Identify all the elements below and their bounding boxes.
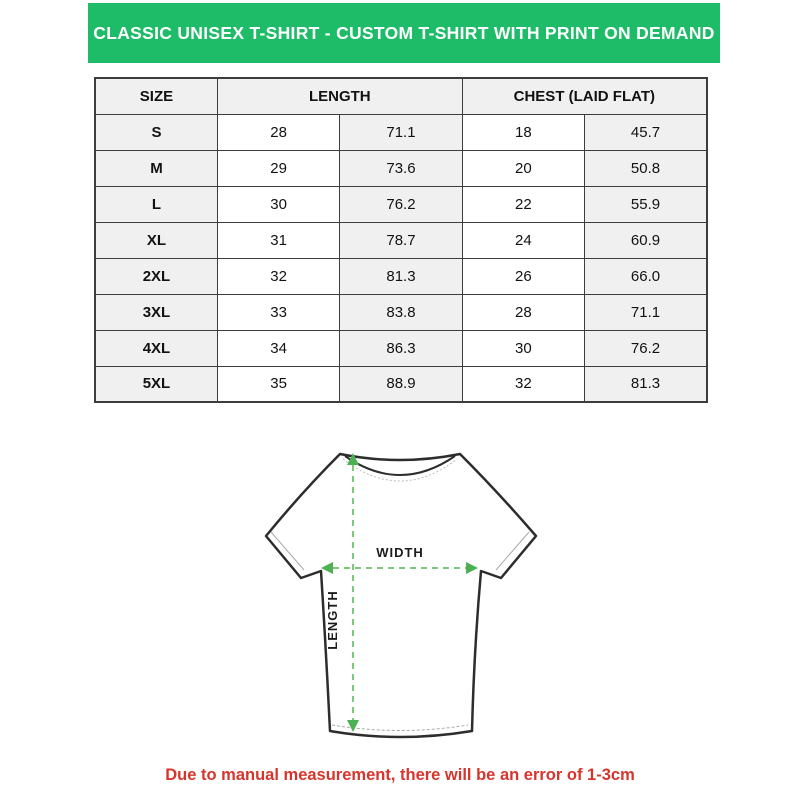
chest-cm-cell: 55.9 bbox=[585, 186, 707, 222]
table-row bbox=[95, 222, 707, 258]
tshirt-illustration bbox=[240, 440, 560, 760]
size-cell: 5XL bbox=[95, 366, 217, 402]
size-table-body bbox=[95, 114, 707, 402]
table-row bbox=[95, 114, 707, 150]
col-header-size: SIZE bbox=[95, 78, 217, 114]
title-banner bbox=[88, 3, 720, 63]
length-cm-cell: 83.8 bbox=[340, 294, 462, 330]
length-cm-cell: 88.9 bbox=[340, 366, 462, 402]
length-inches-cell: 34 bbox=[217, 330, 339, 366]
chest-inches-cell: 24 bbox=[462, 222, 584, 258]
size-table bbox=[94, 77, 708, 403]
chest-inches-cell: 26 bbox=[462, 258, 584, 294]
length-inches-cell: 28 bbox=[217, 114, 339, 150]
length-cm-cell: 78.7 bbox=[340, 222, 462, 258]
table-row bbox=[95, 294, 707, 330]
table-row bbox=[95, 186, 707, 222]
length-cm-cell: 81.3 bbox=[340, 258, 462, 294]
length-inches-cell: 35 bbox=[217, 366, 339, 402]
chest-inches-cell: 22 bbox=[462, 186, 584, 222]
size-cell: M bbox=[95, 150, 217, 186]
size-cell: L bbox=[95, 186, 217, 222]
header-row bbox=[95, 78, 707, 114]
chest-cm-cell: 81.3 bbox=[585, 366, 707, 402]
col-header-chest: CHEST (LAID FLAT) bbox=[462, 78, 707, 114]
size-cell: 2XL bbox=[95, 258, 217, 294]
table-row bbox=[95, 258, 707, 294]
chest-cm-cell: 76.2 bbox=[585, 330, 707, 366]
length-label: LENGTH bbox=[325, 590, 340, 650]
chest-inches-cell: 30 bbox=[462, 330, 584, 366]
length-cm-cell: 76.2 bbox=[340, 186, 462, 222]
length-cm-cell: 71.1 bbox=[340, 114, 462, 150]
chest-inches-cell: 20 bbox=[462, 150, 584, 186]
chest-cm-cell: 45.7 bbox=[585, 114, 707, 150]
chest-inches-cell: 32 bbox=[462, 366, 584, 402]
width-label: WIDTH bbox=[376, 545, 424, 560]
size-cell: S bbox=[95, 114, 217, 150]
chest-cm-cell: 66.0 bbox=[585, 258, 707, 294]
table-row bbox=[95, 150, 707, 186]
col-header-length: LENGTH bbox=[217, 78, 462, 114]
size-table-header bbox=[95, 78, 707, 114]
length-inches-cell: 31 bbox=[217, 222, 339, 258]
length-inches-cell: 33 bbox=[217, 294, 339, 330]
size-cell: 4XL bbox=[95, 330, 217, 366]
chest-cm-cell: 60.9 bbox=[585, 222, 707, 258]
tshirt-outline bbox=[266, 454, 536, 737]
size-cell: 3XL bbox=[95, 294, 217, 330]
table-row bbox=[95, 330, 707, 366]
tshirt-measurement-diagram bbox=[240, 440, 560, 760]
banner-title: CLASSIC UNISEX T-SHIRT - CUSTOM T-SHIRT WITH PRINT ON DEMAND bbox=[93, 22, 715, 43]
chest-cm-cell: 71.1 bbox=[585, 294, 707, 330]
length-cm-cell: 86.3 bbox=[340, 330, 462, 366]
measurement-disclaimer: Due to manual measurement, there will be an error of 1-3cm bbox=[165, 766, 635, 784]
length-inches-cell: 32 bbox=[217, 258, 339, 294]
table-row bbox=[95, 366, 707, 402]
length-cm-cell: 73.6 bbox=[340, 150, 462, 186]
chest-inches-cell: 18 bbox=[462, 114, 584, 150]
size-cell: XL bbox=[95, 222, 217, 258]
chest-cm-cell: 50.8 bbox=[585, 150, 707, 186]
length-inches-cell: 29 bbox=[217, 150, 339, 186]
chest-inches-cell: 28 bbox=[462, 294, 584, 330]
length-inches-cell: 30 bbox=[217, 186, 339, 222]
